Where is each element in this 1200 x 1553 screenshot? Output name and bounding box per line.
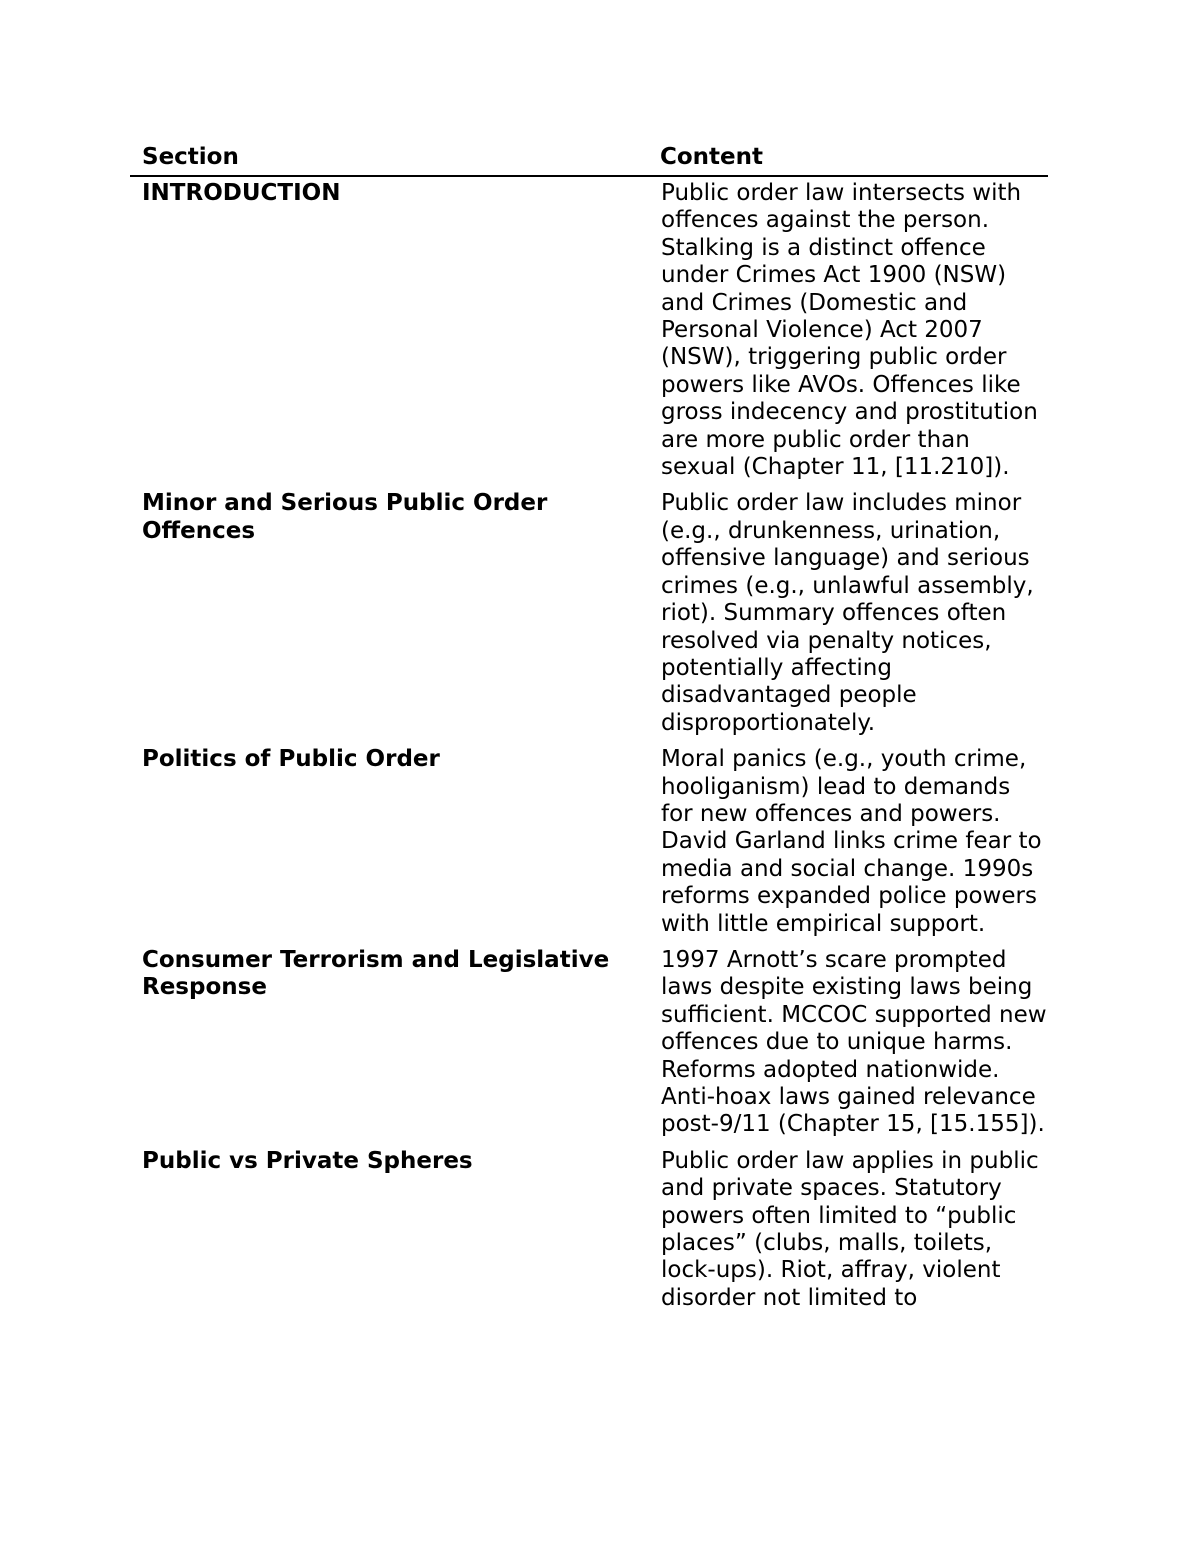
table-row	[130, 487, 1048, 743]
table-row	[130, 743, 1048, 944]
table-row	[130, 176, 1048, 487]
row-content-text: Public order law intersects with offences against the person. Stalking is a distinct offence under Crimes Act 1900 (NSW) and Crimes (Domestic and Personal Violence) Act 2007 (NSW), triggering public order powers like AVOs. Offences like gross indecency and prostitution are more public order than sexual (Chapter 11, [11.210]).	[661, 180, 1038, 481]
summary-table	[130, 142, 1048, 1312]
row-content-text: Public order law includes minor (e.g., drunkenness, urination, offensive language) and serious crimes (e.g., unlawful assembly, riot). Summary offences often resolved via penalty notices, potentially affecting disadvantaged people disproportionately.	[661, 490, 1034, 736]
table-header-row	[130, 142, 1048, 176]
table-row	[130, 944, 1048, 1145]
row-content-text: 1997 Arnott’s scare prompted laws despite existing laws being sufficient. MCCOC supported new offences due to unique harms. Reforms adopted nationwide. Anti-hoax laws gained relevance post-9/11 (Chapter 15, [15.155]).	[661, 946, 1047, 1138]
row-section-title: Politics of Public Order	[142, 746, 440, 773]
document-page	[130, 142, 1048, 1312]
row-section-title: Public vs Private Spheres	[142, 1147, 473, 1174]
row-section-title: Minor and Serious Public Order Offences	[142, 490, 548, 544]
header-content: Content	[648, 142, 1048, 176]
row-content-text: Moral panics (e.g., youth crime, hooliganism) lead to demands for new offences and powers. David Garland links crime fear to media and social change. 1990s reforms expanded police powers with little empirical support.	[661, 746, 1042, 937]
row-content-text: Public order law applies in public and private spaces. Statutory powers often limited to “public places” (clubs, malls, toilets, lock-ups). Riot, affray, violent disorder not limited to	[661, 1147, 1039, 1311]
row-section-title: Consumer Terrorism and Legislative Response	[142, 946, 610, 1001]
header-section: Section	[130, 142, 648, 176]
row-section-title: INTRODUCTION	[142, 180, 341, 206]
table-row	[130, 1145, 1048, 1312]
